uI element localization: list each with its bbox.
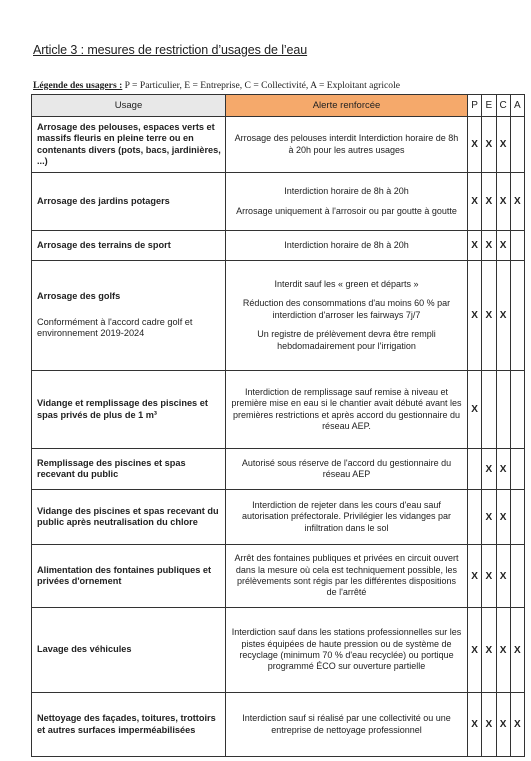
restriction-table <box>31 94 525 757</box>
mark-c: X <box>496 490 510 545</box>
alert-cell <box>226 173 468 231</box>
mark-a <box>510 117 524 173</box>
mark-c: X <box>496 231 510 261</box>
usage-cell <box>32 117 226 173</box>
mark-a: X <box>510 693 524 757</box>
table-row <box>32 117 525 173</box>
mark-a <box>510 490 524 545</box>
mark-e <box>482 371 496 449</box>
usage-text: Vidange et remplissage des piscines et spas privés de plus de 1 m³ <box>37 398 208 420</box>
alert-text: Interdiction sauf si réalisé par une collectivité ou une entreprise de nettoyage professionnel <box>242 713 451 735</box>
mark-a <box>510 261 524 371</box>
mark-c: X <box>496 693 510 757</box>
usage-cell <box>32 261 226 371</box>
header-a: A <box>510 95 524 117</box>
alert-cell <box>226 490 468 545</box>
mark-a <box>510 545 524 608</box>
alert-cell <box>226 231 468 261</box>
usage-text: Alimentation des fontaines publiques et privées d'ornement <box>37 564 212 586</box>
alert-text: Interdiction de rejeter dans les cours d'eau sauf autorisation préfectorale. Privilégier les vidanges par infiltration dans le sol <box>241 499 452 533</box>
mark-e: X <box>482 449 496 490</box>
users-legend <box>33 80 400 91</box>
table-row <box>32 608 525 693</box>
alert-text: Interdiction sauf dans les stations professionnelles sur les pistes équipées de haute pression ou de système de recyclage (minimum 70 % d'eau recyclée) ou portique programmé ÉCO sur ouverture partielle <box>231 627 462 672</box>
mark-e: X <box>482 117 496 173</box>
usage-text: Arrosage des jardins potagers <box>37 195 170 206</box>
usage-cell <box>32 231 226 261</box>
usage-text: Nettoyage des façades, toitures, trottoirs et autres surfaces imperméabilisées <box>37 713 216 735</box>
mark-e: X <box>482 545 496 608</box>
table-row <box>32 490 525 545</box>
alert-cell <box>226 371 468 449</box>
mark-c: X <box>496 261 510 371</box>
table-header-row <box>32 95 525 117</box>
alert-text: Réduction des consommations d'au moins 60 % par interdiction d'arroser les fairways 7j/7 <box>242 298 451 320</box>
table-row <box>32 449 525 490</box>
mark-a <box>510 449 524 490</box>
usage-note: Conformément à l'accord cadre golf et environnement 2019-2024 <box>37 316 193 339</box>
usage-cell <box>32 449 226 490</box>
usage-text: Lavage des véhicules <box>37 644 132 655</box>
usage-cell <box>32 490 226 545</box>
mark-e: X <box>482 490 496 545</box>
mark-c <box>496 371 510 449</box>
usage-cell <box>32 608 226 693</box>
mark-a: X <box>510 608 524 693</box>
alert-text: Arrosage des pelouses interdit Interdiction horaire de 8h à 20h pour les autres usages <box>234 133 459 155</box>
alert-cell <box>226 117 468 173</box>
mark-c: X <box>496 608 510 693</box>
alert-text: Un registre de prélèvement devra être rempli hebdomadairement pour l'irrigation <box>257 329 436 351</box>
mark-a <box>510 371 524 449</box>
mark-c: X <box>496 449 510 490</box>
table-row <box>32 231 525 261</box>
table-row <box>32 693 525 757</box>
header-p: P <box>468 95 482 117</box>
mark-p: X <box>468 231 482 261</box>
mark-e: X <box>482 231 496 261</box>
usage-cell <box>32 545 226 608</box>
mark-c: X <box>496 545 510 608</box>
header-alert: Alerte renforcée <box>226 95 468 117</box>
mark-e: X <box>482 608 496 693</box>
header-c: C <box>496 95 510 117</box>
usage-text: Vidange des piscines et spas recevant du public après neutralisation du chlore <box>37 505 219 527</box>
alert-text: Interdiction horaire de 8h à 20h <box>284 239 409 250</box>
mark-p <box>468 449 482 490</box>
alert-text: Interdiction de remplissage sauf remise à niveau et première mise en eau si le chantier avait débuté avant les premières restrictions et après accord du gestionnaire du réseau AEP. <box>231 386 462 431</box>
mark-a <box>510 231 524 261</box>
mark-p: X <box>468 608 482 693</box>
mark-p <box>468 490 482 545</box>
table-row <box>32 545 525 608</box>
alert-text: Arrosage uniquement à l'arrosoir ou par goutte à goutte <box>236 205 457 216</box>
alert-cell <box>226 693 468 757</box>
mark-p: X <box>468 693 482 757</box>
table-row <box>32 371 525 449</box>
mark-p: X <box>468 545 482 608</box>
alert-cell <box>226 545 468 608</box>
table-row <box>32 261 525 371</box>
alert-cell <box>226 608 468 693</box>
mark-c: X <box>496 173 510 231</box>
mark-e: X <box>482 261 496 371</box>
mark-p: X <box>468 173 482 231</box>
header-usage: Usage <box>32 95 226 117</box>
mark-p: X <box>468 117 482 173</box>
usage-cell <box>32 173 226 231</box>
usage-text: Arrosage des terrains de sport <box>37 239 171 250</box>
mark-p: X <box>468 371 482 449</box>
header-e: E <box>482 95 496 117</box>
alert-text: Interdiction horaire de 8h à 20h <box>284 186 409 197</box>
usage-text: Arrosage des pelouses, espaces verts et massifs fleuris en pleine terre ou en contenants divers (pots, bacs, jardinières, ...) <box>37 121 221 166</box>
mark-a: X <box>510 173 524 231</box>
table-row <box>32 173 525 231</box>
usage-text: Remplissage des piscines et spas recevant du public <box>37 457 186 479</box>
alert-cell <box>226 261 468 371</box>
legend-label: Légende des usagers : <box>33 80 123 91</box>
mark-e: X <box>482 173 496 231</box>
mark-p: X <box>468 261 482 371</box>
mark-e: X <box>482 693 496 757</box>
mark-c: X <box>496 117 510 173</box>
alert-cell <box>226 449 468 490</box>
article-title: Article 3 : mesures de restriction d’usages de l’eau <box>33 43 308 57</box>
usage-text: Arrosage des golfs <box>37 291 121 302</box>
usage-cell <box>32 371 226 449</box>
alert-text: Autorisé sous réserve de l'accord du gestionnaire du réseau AEP <box>241 457 452 479</box>
alert-text: Interdit sauf les « green et départs » <box>274 278 419 289</box>
alert-text: Arrêt des fontaines publiques et privées en circuit ouvert dans la mesure où cela est techniquement possible, les prélèvements sont régis par les différentes dispositions de l'arrêté <box>234 553 459 598</box>
usage-cell <box>32 693 226 757</box>
legend-text: P = Particulier, E = Entreprise, C = Collectivité, A = Exploitant agricole <box>122 80 401 91</box>
